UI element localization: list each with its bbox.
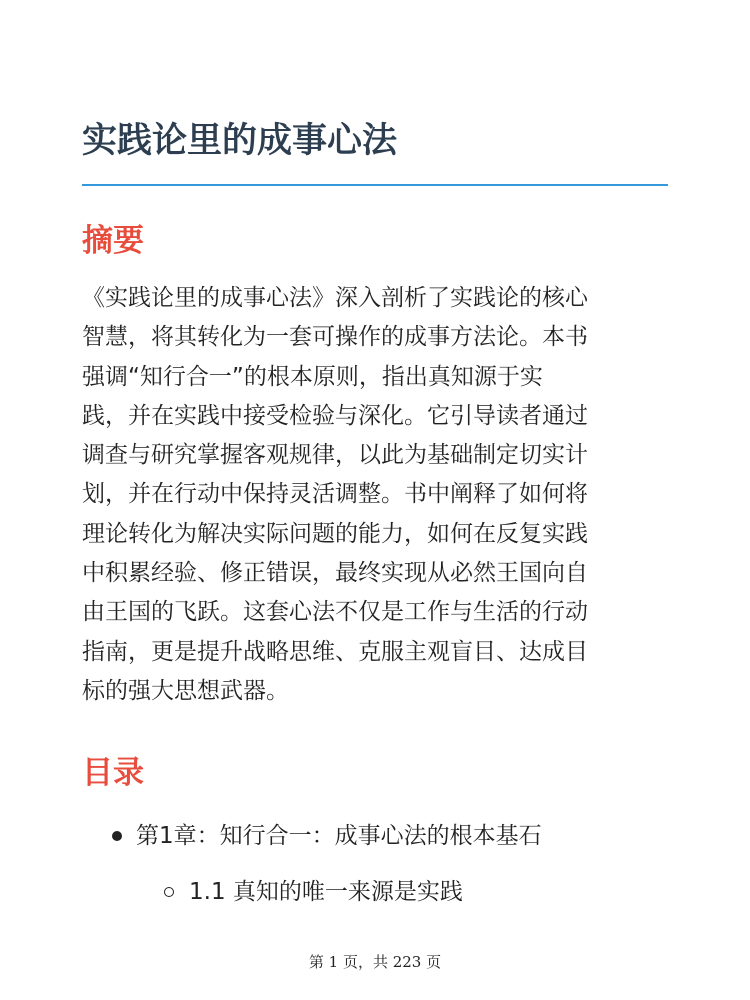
abstract-heading: 摘要 xyxy=(82,223,144,259)
abstract-body xyxy=(82,279,672,711)
abstract-line: 智慧，将其转化为一套可操作的成事方法论。本书 xyxy=(82,324,588,351)
title-divider xyxy=(82,184,668,186)
abstract-line: 标的强大思想武器。 xyxy=(82,677,289,704)
abstract-line: 践，并在实践中接受检验与深化。它引导读者通过 xyxy=(82,402,588,429)
document-title: 实践论里的成事心法 xyxy=(82,121,398,161)
bullet-disc-icon xyxy=(112,831,122,841)
abstract-line: 由王国的飞跃。这套心法不仅是工作与生活的行动 xyxy=(82,599,588,626)
abstract-line: 理论转化为解决实际问题的能力，如何在反复实践 xyxy=(82,520,588,547)
toc-chapter-1[interactable]: 第1章：知行合一：成事心法的根本基石 xyxy=(136,823,542,849)
page-number: 第 1 页，共 223 页 xyxy=(308,953,442,971)
abstract-line: 指南，更是提升战略思维、克服主观盲目、达成目 xyxy=(82,638,588,665)
abstract-line: 强调“知行合一”的根本原则，指出真知源于实 xyxy=(82,363,543,390)
abstract-line: 《实践论里的成事心法》深入剖析了实践论的核心 xyxy=(82,285,588,311)
abstract-line: 中积累经验、修正错误，最终实现从必然王国向自 xyxy=(82,560,588,587)
abstract-line: 划，并在行动中保持灵活调整。书中阐释了如何将 xyxy=(82,481,588,508)
abstract-line: 调查与研究掌握客观规律，以此为基础制定切实计 xyxy=(82,442,588,469)
bullet-circle-icon xyxy=(164,887,174,897)
toc-heading: 目录 xyxy=(82,755,144,791)
toc-section-1-1[interactable]: 1.1 真知的唯一来源是实践 xyxy=(189,879,463,905)
